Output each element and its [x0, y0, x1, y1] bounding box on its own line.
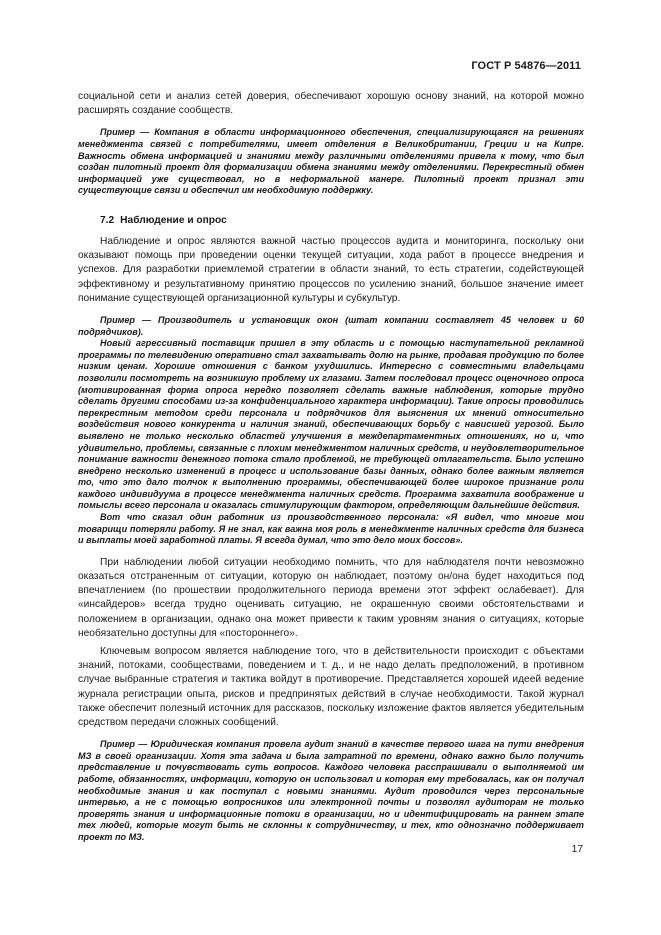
example-note-it-company: Пример — Компания в области информационного обеспечения, специализирующаяся на решениях менеджмента связей с потребителями, имеет отделения в Великобритании, Греции и на Кипре. Важность обмена информацией и знаниями между различными отделениями привела к тому, что был создан пилотный проект для формализации обмена знаниями между отделениями. Перекрестный обмен информацией уже существовал, но в неформальной манере. Пилотный проект признал эти существующие связи и обеспечил им необходимую поддержку.: [78, 127, 584, 196]
example-note-window-manufacturer-intro: Пример — Производитель и установщик окон (штат компании составляет 45 человек и 60 подрядчиков).: [78, 314, 584, 337]
example-note-worker-quote: Вот что сказал один работник из производственного персонала: «Я видел, что многие мои товарищи потеряли работу. Я не знал, как важна моя роль в менеджменте наличных средств для бизнеса и выплаты моей заработной платы. Я всегда думал, что это дело моих боссов».: [78, 512, 584, 546]
section-number: 7.2: [100, 214, 115, 226]
section-title: Наблюдение и опрос: [120, 214, 227, 226]
paragraph-observer-bias: При наблюдении любой ситуации необходимо помнить, что для наблюдателя почти невозможно оказаться отстраненным от ситуации, которую он наблюдает, поэтому он/она будет находиться под впечатлением (по прошествии продолжительного периода времени этот эффект ослабевает). Для «инсайдеров» всегда трудно оценивать ситуацию, не окрашенную своими обстоятельствами и положением в организации, однако она может привести к таким уровням знания о ситуациях, которые необязательно доступны для «постороннего».: [78, 556, 584, 639]
page-number: 17: [571, 844, 583, 855]
standard-designation: ГОСТ Р 54876—2011: [471, 60, 581, 72]
paragraph-intro-continuation: социальной сети и анализ сетей доверия, обеспечивают хорошую основу знаний, на которой можно расширять создание сообществ.: [78, 91, 584, 117]
example-note-window-manufacturer-body: Новый агрессивный поставщик пришел в эту область и с помощью наступательной рекламной программы по телевидению оперативно стал захватывать долю на рынке, продавая продукцию по более низким ценам. Хорошие отношения с банком ухудшились. Интересно с совместными владельцами позволили посмотреть на возникшую проблему их глазами. Затем последовал процесс оценочного опроса (мотивированная форма опроса нередко позволяет сделать важные наблюдения, которые трудно сделать другими способами из-за конфиденциального характера информации). Такие опросы проводились перекрестным методом среди персонала и подрядчиков для выяснения их мнений относительно воздействия нового конкурента и наличия знаний, обеспечивающих борьбу с нависшей угрозой. Было выявлено не только несколько областей улучшения в междепартаментных отношениях, но и, что удивительно, проблемы, связанные с плохим менеджментом наличных средств, и неудовлетворительное понимание важности денежного потока стало проблемой, не требующей отлагательств. Было успешно внедрено несколько изменений в процесс и использование базы данных, однако более важным является то, что это дало толчок к выполнению программы, обеспечивающей более широкое признание роли каждого индивидуума в процессе менеджмента наличных средств. Программа захватила воображение и помыслы всего персонала и оказалась стимулирующим фактором, определяющим дальнейшие действия.: [78, 338, 584, 511]
example-note-law-firm: Пример — Юридическая компания провела аудит знаний в качестве первого шага на пути внедрения МЗ в своей организации. Хотя эта задача и была затратной по времени, однако важно было получить представление и почувствовать суть вопросов. Каждого человека расспрашивали о выполняемой им работе, обязанностях, информации, которую он использовал и которая ему требовалась, как он получал необходимые знания и как поступал с новыми знаниями. Аудит проводился через персональные интервью, а не с помощью вопросников или электронной почты и позволял аудиторам не только проверять знания и информационные потоки в организации, но и идентифицировать на раннем этапе тех людей, которые могут быть не склонны к сотрудничеству, и тех, кто однозначно поддерживает проект по МЗ.: [78, 739, 584, 843]
paragraph-observation-survey: Наблюдение и опрос являются важной частью процессов аудита и мониторинга, поскольку они оказывают помощь при проведении оценки текущей ситуации, хода работ в процессе внедрения и успехов. Для разработки приемлемой стратегии в области знаний, то есть стратегии, содействующей эффективному и результативному принятию процессов по усилению знаний, большое значение имеет понимание существующей организационной культуры и субкультур.: [78, 235, 584, 304]
page-body: [78, 90, 584, 844]
spacer: [78, 547, 584, 556]
paragraph-key-question: Ключевым вопросом является наблюдение того, что в действительности происходит с объектами знаний, потоками, сообществами, поведением и т. д., и не надо делать предположений, в противном случае выбранные стратегия и тактика войдут в противоречие. Представляется хорошей идеей ведение журнала регистрации опыта, рисков и предпринятых действий в случае необходимости. Такой журнал также обеспечит полезный источник для рассказов, поскольку изложение фактов является убедительным средством передачи сложных сообщений.: [78, 646, 584, 729]
section-heading: [78, 215, 584, 226]
